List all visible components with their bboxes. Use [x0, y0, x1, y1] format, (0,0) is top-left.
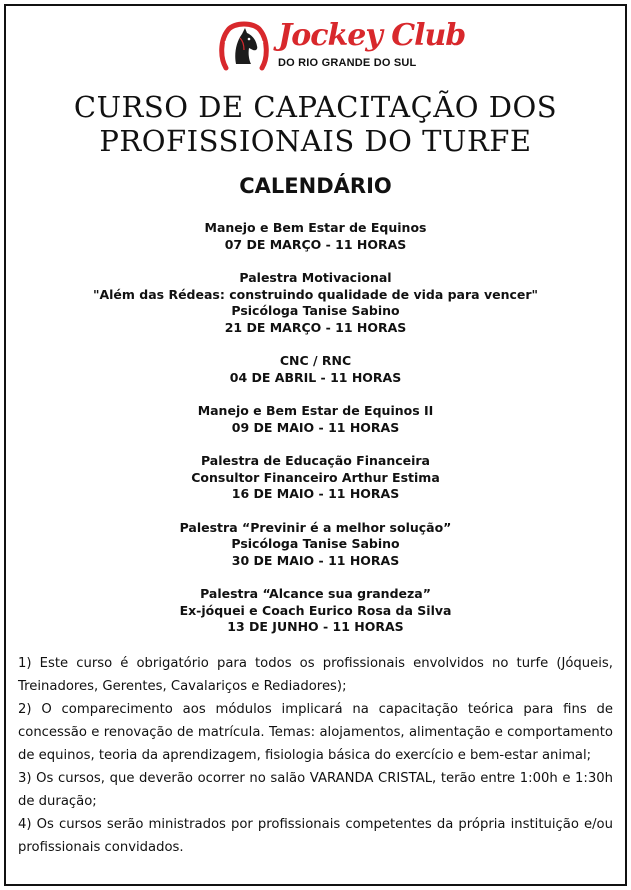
event-subtitle: "Além das Rédeas: construindo qualidade de vida para vencer": [92, 286, 539, 302]
event-name: Palestra “Previnir é a melhor solução”: [179, 519, 452, 535]
notes-section: [18, 652, 613, 859]
note-item: 1) Este curso é obrigatório para todos os profissionais envolvidos no turfe (Jóqueis, Treinadores, Gerentes, Cavalariços e Rediadores);: [18, 656, 613, 694]
note-item: 4) Os cursos serão ministrados por profissionais competentes da própria instituição e/ou profissionais convidados.: [18, 817, 613, 855]
note-item: 2) O comparecimento aos módulos implicará na capacitação teórica para fins de concessão e renovação de matrícula. Temas: alojamentos, alimentação e comportamento de equinos, teoria da aprendizagem, fisiologia básica do exercício e bem-estar animal;: [18, 702, 613, 763]
event-date: 07 DE MARÇO - 11 HORAS: [224, 236, 407, 252]
event-item: [20, 586, 611, 636]
event-name: CNC / RNC: [279, 353, 352, 368]
event-speaker: Psicóloga Tanise Sabino: [231, 536, 400, 551]
event-item: [20, 270, 611, 336]
event-name: Palestra Motivacional: [239, 270, 392, 285]
event-item: [20, 353, 611, 386]
event-speaker: Psicóloga Tanise Sabino: [231, 303, 400, 318]
event-date: 09 DE MAIO - 11 HORAS: [231, 419, 400, 435]
event-item: [20, 453, 611, 503]
logo-brand-text: Jockey Club: [278, 18, 466, 53]
event-date: 30 DE MAIO - 11 HORAS: [231, 552, 400, 568]
event-speaker: Ex-jóquei e Coach Eurico Rosa da Silva: [179, 602, 452, 618]
event-item: [20, 220, 611, 253]
note-item: 3) Os cursos, que deverão ocorrer no salão VARANDA CRISTAL, terão entre 1:00h e 1:30h de duração;: [18, 771, 613, 809]
calendar-heading: CALENDÁRIO: [239, 174, 392, 198]
title-line-1: CURSO DE CAPACITAÇÃO DOS: [73, 90, 558, 124]
page-title: [20, 90, 611, 158]
jockey-club-logo: [212, 18, 466, 78]
event-name: Manejo e Bem Estar de Equinos: [204, 220, 427, 235]
event-date: 04 DE ABRIL - 11 HORAS: [229, 369, 402, 385]
event-list: [20, 220, 611, 653]
horse-head-emblem-icon: [218, 18, 270, 74]
event-date: 16 DE MAIO - 11 HORAS: [231, 486, 400, 501]
event-speaker: Consultor Financeiro Arthur Estima: [191, 469, 440, 485]
event-name: Manejo e Bem Estar de Equinos II: [197, 403, 434, 418]
event-name: Palestra “Alcance sua grandeza”: [200, 586, 431, 601]
title-line-2: PROFISSIONAIS DO TURFE: [99, 124, 532, 158]
event-item: [20, 520, 611, 570]
event-name: Palestra de Educação Financeira: [200, 453, 430, 468]
event-date: 13 DE JUNHO - 11 HORAS: [227, 619, 404, 634]
event-item: [20, 403, 611, 436]
logo-subtitle: DO RIO GRANDE DO SUL: [278, 57, 417, 69]
event-date: 21 DE MARÇO - 11 HORAS: [224, 319, 407, 335]
